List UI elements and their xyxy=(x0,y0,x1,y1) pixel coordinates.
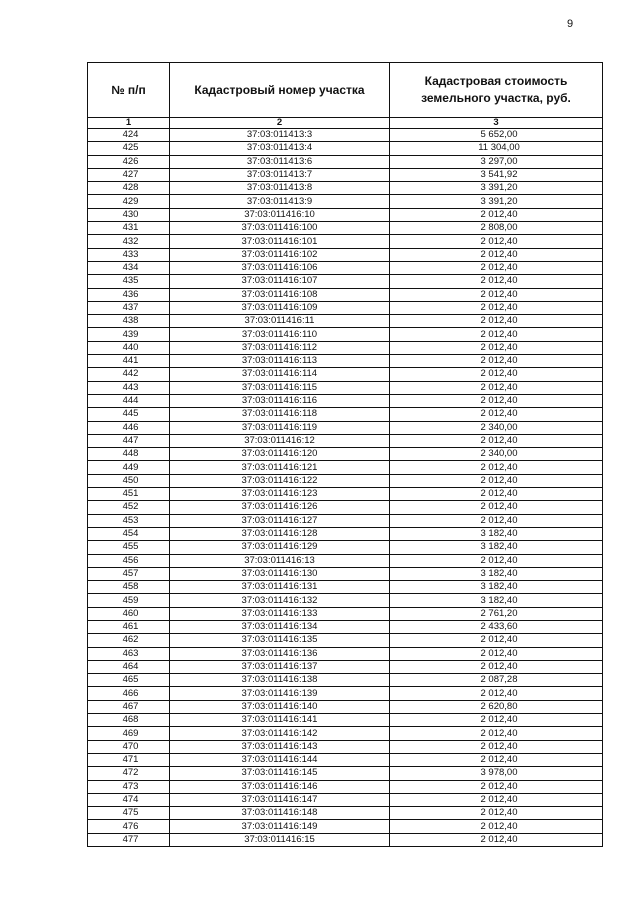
cadastral-number-cell: 37:03:011416:110 xyxy=(170,328,390,341)
cadastral-number-cell: 37:03:011416:118 xyxy=(170,408,390,421)
table-row xyxy=(88,129,603,142)
cadastral-value-cell: 3 297,00 xyxy=(390,155,603,168)
table-row xyxy=(88,793,603,806)
header-cadastral-value: Кадастровая стоимость земельного участка, руб. xyxy=(390,63,603,118)
cadastral-number-cell: 37:03:011416:122 xyxy=(170,474,390,487)
cadastral-number-cell: 37:03:011416:134 xyxy=(170,620,390,633)
table-row xyxy=(88,501,603,514)
row-number-cell: 445 xyxy=(88,408,170,421)
cadastral-value-cell: 2 012,40 xyxy=(390,740,603,753)
row-number-cell: 475 xyxy=(88,807,170,820)
table-row xyxy=(88,142,603,155)
row-number-cell: 431 xyxy=(88,222,170,235)
cadastral-number-cell: 37:03:011416:145 xyxy=(170,767,390,780)
cadastral-number-cell: 37:03:011416:101 xyxy=(170,235,390,248)
page-number: 9 xyxy=(566,18,574,30)
table-row xyxy=(88,222,603,235)
table-row xyxy=(88,488,603,501)
cadastral-number-cell: 37:03:011416:149 xyxy=(170,820,390,833)
cadastral-value-cell: 2 012,40 xyxy=(390,261,603,274)
row-number-cell: 434 xyxy=(88,261,170,274)
cadastral-number-cell: 37:03:011416:131 xyxy=(170,581,390,594)
cadastral-number-cell: 37:03:011416:139 xyxy=(170,687,390,700)
table-row xyxy=(88,155,603,168)
row-number-cell: 442 xyxy=(88,368,170,381)
cadastral-value-cell: 5 652,00 xyxy=(390,129,603,142)
cadastral-value-cell: 2 012,40 xyxy=(390,434,603,447)
table-row xyxy=(88,434,603,447)
cadastral-value-cell: 2 012,40 xyxy=(390,248,603,261)
row-number-cell: 452 xyxy=(88,501,170,514)
table-row xyxy=(88,182,603,195)
cadastral-number-cell: 37:03:011416:15 xyxy=(170,833,390,846)
cadastral-number-cell: 37:03:011413:4 xyxy=(170,142,390,155)
cadastral-value-cell: 2 761,20 xyxy=(390,607,603,620)
table-row xyxy=(88,594,603,607)
row-number-cell: 425 xyxy=(88,142,170,155)
row-number-cell: 477 xyxy=(88,833,170,846)
row-number-cell: 441 xyxy=(88,355,170,368)
table-row xyxy=(88,368,603,381)
cadastral-value-cell: 2 012,40 xyxy=(390,820,603,833)
table-row xyxy=(88,541,603,554)
table-row xyxy=(88,448,603,461)
cadastral-value-cell: 2 012,40 xyxy=(390,368,603,381)
cadastral-value-cell: 3 182,40 xyxy=(390,581,603,594)
cadastral-value-cell: 3 391,20 xyxy=(390,182,603,195)
cadastral-number-cell: 37:03:011416:141 xyxy=(170,714,390,727)
cadastral-value-cell: 2 012,40 xyxy=(390,288,603,301)
cadastral-value-cell: 2 012,40 xyxy=(390,634,603,647)
cadastral-value-cell: 2 012,40 xyxy=(390,514,603,527)
cadastral-value-cell: 2 012,40 xyxy=(390,687,603,700)
cadastral-value-cell: 2 012,40 xyxy=(390,381,603,394)
table-row xyxy=(88,248,603,261)
row-number-cell: 460 xyxy=(88,607,170,620)
cadastral-number-cell: 37:03:011416:108 xyxy=(170,288,390,301)
row-number-cell: 424 xyxy=(88,129,170,142)
row-number-cell: 462 xyxy=(88,634,170,647)
row-number-cell: 433 xyxy=(88,248,170,261)
table-row xyxy=(88,261,603,274)
cadastral-value-cell: 2 340,00 xyxy=(390,448,603,461)
table-row xyxy=(88,381,603,394)
cadastral-value-cell: 2 012,40 xyxy=(390,474,603,487)
table-row xyxy=(88,833,603,846)
table-row xyxy=(88,355,603,368)
table-row xyxy=(88,315,603,328)
cadastral-number-cell: 37:03:011416:114 xyxy=(170,368,390,381)
cadastral-value-cell: 2 012,40 xyxy=(390,554,603,567)
cadastral-number-cell: 37:03:011416:113 xyxy=(170,355,390,368)
cadastral-value-cell: 3 541,92 xyxy=(390,168,603,181)
row-number-cell: 444 xyxy=(88,394,170,407)
table-row xyxy=(88,714,603,727)
row-number-cell: 476 xyxy=(88,820,170,833)
table-row xyxy=(88,607,603,620)
cadastral-number-cell: 37:03:011416:135 xyxy=(170,634,390,647)
row-number-cell: 437 xyxy=(88,301,170,314)
cadastral-value-cell: 2 012,40 xyxy=(390,301,603,314)
table-row xyxy=(88,700,603,713)
cadastral-number-cell: 37:03:011416:136 xyxy=(170,647,390,660)
table-row xyxy=(88,740,603,753)
cadastral-number-cell: 37:03:011416:13 xyxy=(170,554,390,567)
row-number-cell: 430 xyxy=(88,208,170,221)
row-number-cell: 435 xyxy=(88,275,170,288)
column-number-2: 2 xyxy=(170,118,390,129)
row-number-cell: 467 xyxy=(88,700,170,713)
table-row xyxy=(88,301,603,314)
table-row xyxy=(88,474,603,487)
cadastral-number-cell: 37:03:011416:129 xyxy=(170,541,390,554)
cadastral-number-cell: 37:03:011416:146 xyxy=(170,780,390,793)
cadastral-number-cell: 37:03:011416:148 xyxy=(170,807,390,820)
cadastral-value-cell: 3 978,00 xyxy=(390,767,603,780)
row-number-cell: 446 xyxy=(88,421,170,434)
cadastral-value-cell: 2 012,40 xyxy=(390,714,603,727)
table-row xyxy=(88,660,603,673)
row-number-cell: 459 xyxy=(88,594,170,607)
row-number-cell: 471 xyxy=(88,753,170,766)
row-number-cell: 466 xyxy=(88,687,170,700)
row-number-cell: 464 xyxy=(88,660,170,673)
row-number-cell: 455 xyxy=(88,541,170,554)
table-row xyxy=(88,195,603,208)
table-row xyxy=(88,394,603,407)
cadastral-number-cell: 37:03:011416:107 xyxy=(170,275,390,288)
table-row xyxy=(88,341,603,354)
table-row xyxy=(88,208,603,221)
row-number-cell: 429 xyxy=(88,195,170,208)
cadastral-number-cell: 37:03:011416:130 xyxy=(170,567,390,580)
cadastral-value-cell: 3 391,20 xyxy=(390,195,603,208)
cadastral-value-cell: 2 012,40 xyxy=(390,328,603,341)
row-number-cell: 440 xyxy=(88,341,170,354)
table-row xyxy=(88,581,603,594)
row-number-cell: 473 xyxy=(88,780,170,793)
row-number-cell: 438 xyxy=(88,315,170,328)
cadastral-number-cell: 37:03:011416:123 xyxy=(170,488,390,501)
cadastral-number-cell: 37:03:011416:109 xyxy=(170,301,390,314)
cadastral-value-cell: 11 304,00 xyxy=(390,142,603,155)
cadastral-number-cell: 37:03:011416:126 xyxy=(170,501,390,514)
cadastral-number-cell: 37:03:011413:6 xyxy=(170,155,390,168)
cadastral-value-cell: 2 012,40 xyxy=(390,660,603,673)
row-number-cell: 458 xyxy=(88,581,170,594)
table-row xyxy=(88,168,603,181)
cadastral-value-cell: 2 012,40 xyxy=(390,315,603,328)
cadastral-value-cell: 2 012,40 xyxy=(390,488,603,501)
row-number-cell: 443 xyxy=(88,381,170,394)
cadastral-value-cell: 2 012,40 xyxy=(390,408,603,421)
cadastral-number-cell: 37:03:011416:144 xyxy=(170,753,390,766)
cadastral-value-cell: 2 340,00 xyxy=(390,421,603,434)
cadastral-value-cell: 2 012,40 xyxy=(390,807,603,820)
cadastral-value-cell: 2 012,40 xyxy=(390,647,603,660)
cadastral-value-cell: 3 182,40 xyxy=(390,527,603,540)
row-number-cell: 474 xyxy=(88,793,170,806)
cadastral-number-cell: 37:03:011413:3 xyxy=(170,129,390,142)
row-number-cell: 468 xyxy=(88,714,170,727)
cadastral-number-cell: 37:03:011416:100 xyxy=(170,222,390,235)
cadastral-number-cell: 37:03:011416:112 xyxy=(170,341,390,354)
cadastral-value-cell: 2 012,40 xyxy=(390,501,603,514)
table-row xyxy=(88,767,603,780)
row-number-cell: 439 xyxy=(88,328,170,341)
row-number-cell: 470 xyxy=(88,740,170,753)
header-row-number: № п/п xyxy=(88,63,170,118)
column-number-1: 1 xyxy=(88,118,170,129)
table-row xyxy=(88,634,603,647)
table-row xyxy=(88,567,603,580)
table-row xyxy=(88,620,603,633)
table-row xyxy=(88,408,603,421)
cadastral-value-cell: 2 012,40 xyxy=(390,355,603,368)
row-number-cell: 428 xyxy=(88,182,170,195)
cadastral-number-cell: 37:03:011416:102 xyxy=(170,248,390,261)
cadastral-number-cell: 37:03:011413:7 xyxy=(170,168,390,181)
cadastral-number-cell: 37:03:011416:119 xyxy=(170,421,390,434)
cadastral-number-cell: 37:03:011416:11 xyxy=(170,315,390,328)
row-number-cell: 456 xyxy=(88,554,170,567)
table-body xyxy=(88,129,603,847)
cadastral-value-cell: 2 012,40 xyxy=(390,780,603,793)
cadastral-value-cell: 2 012,40 xyxy=(390,235,603,248)
row-number-cell: 457 xyxy=(88,567,170,580)
table-header-row xyxy=(88,63,603,118)
row-number-cell: 432 xyxy=(88,235,170,248)
row-number-cell: 465 xyxy=(88,674,170,687)
cadastral-value-cell: 2 012,40 xyxy=(390,341,603,354)
cadastral-value-cell: 2 012,40 xyxy=(390,461,603,474)
table-row xyxy=(88,727,603,740)
row-number-cell: 447 xyxy=(88,434,170,447)
row-number-cell: 451 xyxy=(88,488,170,501)
table-row xyxy=(88,514,603,527)
table-row xyxy=(88,421,603,434)
cadastral-value-cell: 2 012,40 xyxy=(390,208,603,221)
table-row xyxy=(88,288,603,301)
cadastral-number-cell: 37:03:011413:8 xyxy=(170,182,390,195)
table-row xyxy=(88,647,603,660)
table-row xyxy=(88,461,603,474)
table-row xyxy=(88,753,603,766)
column-number-row xyxy=(88,118,603,129)
table-row xyxy=(88,527,603,540)
row-number-cell: 427 xyxy=(88,168,170,181)
row-number-cell: 454 xyxy=(88,527,170,540)
row-number-cell: 461 xyxy=(88,620,170,633)
cadastral-value-cell: 2 087,28 xyxy=(390,674,603,687)
cadastral-number-cell: 37:03:011416:142 xyxy=(170,727,390,740)
cadastral-value-cell: 3 182,40 xyxy=(390,541,603,554)
row-number-cell: 449 xyxy=(88,461,170,474)
cadastral-value-cell: 2 012,40 xyxy=(390,394,603,407)
table-row xyxy=(88,780,603,793)
cadastral-number-cell: 37:03:011416:137 xyxy=(170,660,390,673)
cadastral-number-cell: 37:03:011416:10 xyxy=(170,208,390,221)
row-number-cell: 450 xyxy=(88,474,170,487)
cadastral-value-cell: 2 012,40 xyxy=(390,727,603,740)
row-number-cell: 436 xyxy=(88,288,170,301)
table-row xyxy=(88,328,603,341)
cadastral-number-cell: 37:03:011416:133 xyxy=(170,607,390,620)
table-row xyxy=(88,820,603,833)
column-number-3: 3 xyxy=(390,118,603,129)
row-number-cell: 426 xyxy=(88,155,170,168)
table-row xyxy=(88,687,603,700)
table-row xyxy=(88,674,603,687)
cadastral-number-cell: 37:03:011416:127 xyxy=(170,514,390,527)
row-number-cell: 469 xyxy=(88,727,170,740)
cadastral-value-cell: 3 182,40 xyxy=(390,567,603,580)
cadastral-value-cell: 2 012,40 xyxy=(390,833,603,846)
cadastral-number-cell: 37:03:011416:143 xyxy=(170,740,390,753)
cadastral-number-cell: 37:03:011416:120 xyxy=(170,448,390,461)
cadastral-number-cell: 37:03:011416:115 xyxy=(170,381,390,394)
cadastral-value-cell: 2 433,60 xyxy=(390,620,603,633)
cadastral-number-cell: 37:03:011416:132 xyxy=(170,594,390,607)
header-cadastral-number: Кадастровый номер участка xyxy=(170,63,390,118)
row-number-cell: 472 xyxy=(88,767,170,780)
cadastral-number-cell: 37:03:011416:128 xyxy=(170,527,390,540)
row-number-cell: 463 xyxy=(88,647,170,660)
cadastral-value-cell: 2 012,40 xyxy=(390,793,603,806)
cadastral-number-cell: 37:03:011416:116 xyxy=(170,394,390,407)
cadastral-number-cell: 37:03:011416:121 xyxy=(170,461,390,474)
row-number-cell: 448 xyxy=(88,448,170,461)
cadastral-value-cell: 2 012,40 xyxy=(390,753,603,766)
cadastral-value-cell: 3 182,40 xyxy=(390,594,603,607)
cadastral-value-table xyxy=(87,62,603,847)
cadastral-value-cell: 2 012,40 xyxy=(390,275,603,288)
table-row xyxy=(88,554,603,567)
table-row xyxy=(88,275,603,288)
cadastral-number-cell: 37:03:011416:138 xyxy=(170,674,390,687)
cadastral-number-cell: 37:03:011416:140 xyxy=(170,700,390,713)
cadastral-value-cell: 2 620,80 xyxy=(390,700,603,713)
cadastral-number-cell: 37:03:011413:9 xyxy=(170,195,390,208)
row-number-cell: 453 xyxy=(88,514,170,527)
table-row xyxy=(88,235,603,248)
cadastral-number-cell: 37:03:011416:147 xyxy=(170,793,390,806)
cadastral-value-cell: 2 808,00 xyxy=(390,222,603,235)
table-row xyxy=(88,807,603,820)
cadastral-number-cell: 37:03:011416:12 xyxy=(170,434,390,447)
cadastral-number-cell: 37:03:011416:106 xyxy=(170,261,390,274)
